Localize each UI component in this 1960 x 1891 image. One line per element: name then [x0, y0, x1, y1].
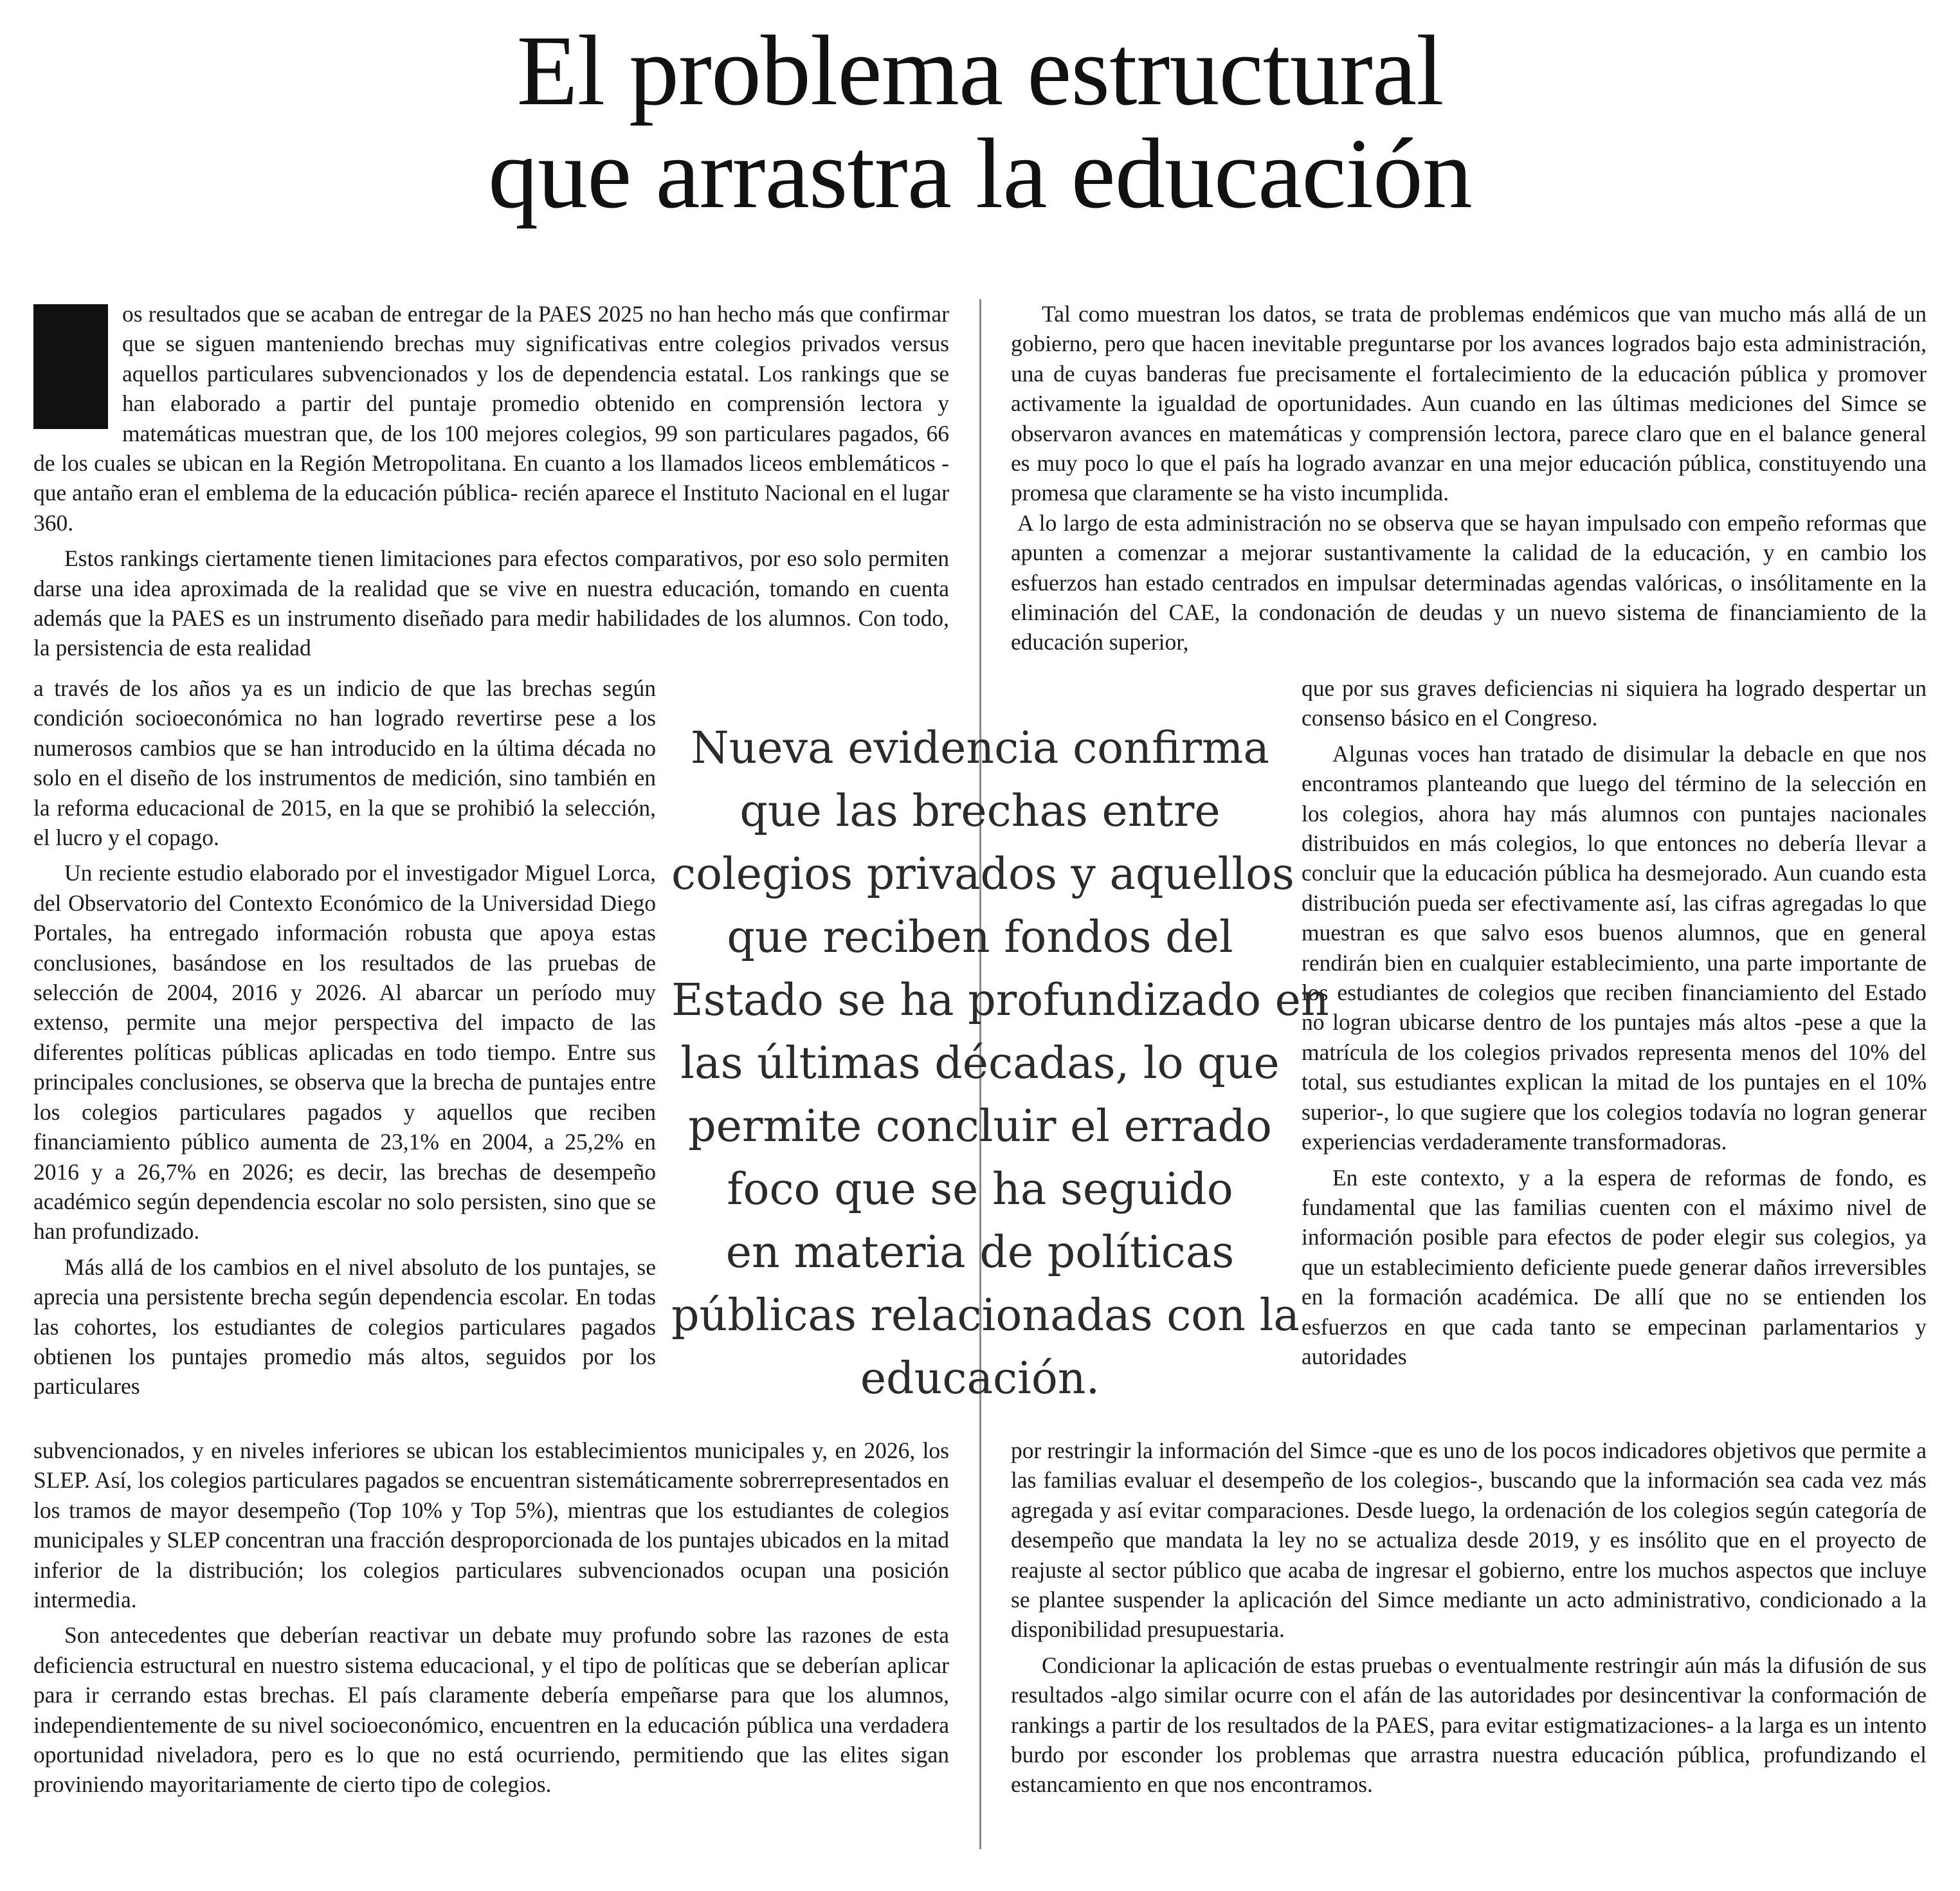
paragraph-text: os resultados que se acaban de entregar de la PAES 2025 no han hecho más que confirmar que se siguen manteniendo brechas muy significativas entre colegios privados versus aquellos particulares subvencionados y los de dependencia estatal. Los rankings que se han elaborado a partir del puntaje promedio obtenido en comprensión lectora y matemáticas muestran que, de los 100 mejores colegios, 99 son particulares pagados, 66 de los cuales se ubican en la Región Metropolitana. En cuanto a los llamados liceos emblemáticos -que antaño eran el emblema de la educación pública- recién aparece el Instituto Nacional en el lugar 360. [33, 301, 949, 536]
body-paragraph: que por sus graves deficiencias ni siquiera ha logrado despertar un consenso básico en el Congreso. [1302, 675, 1927, 731]
body-paragraph: Un reciente estudio elaborado por el investigador Miguel Lorca, del Observatorio del Contexto Económico de la Universidad Diego Portales, ha entregado información robusta que apoya estas conclusiones, basándose en los resultados de las pruebas de selección de 2004, 2016 y 2026. Al abarcar un período muy extenso, permite una mejor perspectiva del impacto de las diferentes políticas públicas aplicadas en todo tiempo. Entre sus principales conclusiones, se observa que la brecha de puntajes entre los colegios particulares pagados y aquellos que reciben financiamiento público aumenta de 23,1% en 2004, a 25,2% en 2016 y a 26,7% en 2026; es decir, las brechas de desempeño académico según dependencia escolar no solo persisten, sino que se han profundizado. [33, 860, 656, 1245]
pull-quote-line: permite concluir el errado [688, 1101, 1272, 1152]
body-paragraph: Más allá de los cambios en el nivel absoluto de los puntajes, se aprecia una persistente brecha según dependencia escolar. En todas las cohortes, los estudiantes de colegios particulares pagados obtienen los puntajes promedio más altos, seguidos por los particulares [33, 1254, 656, 1400]
body-paragraph: Algunas voces han tratado de disimular la debacle en que nos encontramos planteando que luego del término de la selección en los colegios, ahora hay más alumnos con puntajes nacionales distribuidos en más colegios, lo que entonces no debería llevar a concluir que la educación pública ha desmejorado. Aun cuando esta distribución pueda ser efectivamente así, las cifras agregadas lo que muestran es que salvo esos buenos alumnos, que en general rendirán bien en cualquier establecimiento, una parte importante de los estudiantes de colegios que reciben financiamiento del Estado no logran ubicarse dentro de los puntajes más altos -pese a que la matrícula de los colegios privados representa menos del 10% del total, sus estudiantes explican la mitad de los puntajes en el 10% superior-, lo que sugiere que los colegios todavía no logran generar experiencias verdaderamente transformadoras. [1302, 740, 1927, 1155]
pull-quote-line: educación. [860, 1353, 1100, 1404]
pull-quote-line: Estado se ha profundizado en [671, 975, 1329, 1026]
body-paragraph: A lo largo de esta administración no se observa que se hayan impulsado con empeño reformas que apunten a comenzar a mejorar sustantivamente la calidad de la educación, y en cambio los esfuerzos han estado centrados en impulsar determinadas agendas valóricas, o insólitamente en la eliminación del CAE, la condonación de deudas y un nuevo sistema de financiamiento de la educación superior, [1011, 509, 1927, 655]
pull-quote-line: las últimas décadas, lo que [680, 1038, 1280, 1089]
pull-quote-line: públicas relacionadas con la [671, 1290, 1300, 1341]
left-column-bottom [33, 1436, 949, 1800]
body-paragraph: Tal como muestran los datos, se trata de problemas endémicos que van mucho más allá de un gobierno, pero que hacen inevitable preguntarse por los avances logrados bajo esta administración, una de cuyas banderas fue precisamente el fortalecimiento de la educación pública y promover activamente la igualdad de oportunidades. Aun cuando en las últimas mediciones del Simce se observaron avances en matemáticas y comprensión lectora, parece claro que en el balance general es muy poco lo que el país ha logrado avanzar en una mejor educación pública, constituyendo una promesa que claramente se ha visto incumplida. [1011, 301, 1927, 506]
right-column-bottom [1011, 1436, 1927, 1800]
pull-quote-line: colegios privados y aquellos [671, 849, 1294, 900]
drop-cap-letter-l [33, 304, 108, 429]
pull-quote-line: en materia de políticas [725, 1227, 1235, 1278]
pull-quote-line: Nueva evidencia confirma [691, 723, 1269, 774]
body-paragraph [33, 299, 949, 538]
body-paragraph: Estos rankings ciertamente tienen limitaciones para efectos comparativos, por eso solo permiten darse una idea aproximada de la realidad que se vive en nuestra educación, tomando en cuenta además que la PAES es un instrumento diseñado para medir habilidades de los alumnos. Con todo, la persistencia de esta realidad [33, 545, 949, 661]
body-paragraph: Son antecedentes que deberían reactivar un debate muy profundo sobre las razones de esta deficiencia estructural en nuestro sistema educacional, y el tipo de políticas que se deberían aplicar para ir cerrando estas brechas. El país claramente debería empeñarse para que los alumnos, independientemente de su nivel socioeconómico, encuentren en la educación pública una verdadera oportunidad niveladora, pero es lo que no está ocurriendo, permitiendo que las elites sigan proviniendo mayoritariamente de cierto tipo de colegios. [33, 1622, 949, 1798]
body-paragraph: Condicionar la aplicación de estas pruebas o eventualmente restringir aún más la difusión de sus resultados -algo similar ocurre con el afán de las autoridades por desincentivar la conformación de rankings a partir de los resultados de la PAES, para evitar estigmatizaciones- a la larga es un intento burdo por esconder los problemas que arrastra nuestra educación pública, profundizando el estancamiento en que nos encontramos. [1011, 1652, 1927, 1798]
headline-line-2: que arrastra la educación [488, 118, 1472, 229]
pull-quote-line: foco que se ha seguido [727, 1164, 1233, 1215]
left-column-top [33, 299, 949, 663]
pull-quote [671, 717, 1329, 1411]
body-paragraph: por restringir la información del Simce -que es uno de los pocos indicadores objetivos que permite a las familias evaluar el desempeño de los colegios-, buscando que la información sea cada vez más agregada y así evitar comparaciones. Desde luego, la ordenación de los colegios según categoría de desempeño que mandata la ley no se actualiza desde 2019, y es insólito que en el proyecto de reajuste al sector público que acaba de ingresar el gobierno, entre los muchos aspectos que incluye se plantee suspender la aplicación del Simce mediante un acto administrativo, condicionado a la disponibilidad presupuestaria. [1011, 1438, 1927, 1643]
pull-quote-line: que reciben fondos del [727, 912, 1233, 963]
right-column-top [1011, 299, 1927, 657]
left-column-middle [33, 673, 656, 1402]
article-headline [0, 15, 1960, 229]
body-paragraph: En este contexto, y a la espera de reformas de fondo, es fundamental que las familias cuenten con el máximo nivel de información posible para efectos de poder elegir sus colegios, ya que un establecimiento deficiente puede generar daños irreversibles en la formación académica. De allí que no se entienden los esfuerzos en que cada tanto se empecinan parlamentarios y autoridades [1302, 1164, 1927, 1369]
body-paragraph: subvencionados, y en niveles inferiores se ubican los establecimientos municipales y, en 2026, los SLEP. Así, los colegios particulares pagados se encuentran sistemáticamente sobrerrepresentados en los tramos de mayor desempeño (Top 10% y Top 5%), mientras que los estudiantes de colegios municipales y SLEP concentran una fracción desproporcionada de los puntajes ubicados en la mitad inferior de la distribución; los colegios particulares subvencionados ocupan una posición intermedia. [33, 1438, 949, 1613]
headline-line-1: El problema estructural [516, 15, 1444, 126]
right-column-middle [1302, 673, 1927, 1371]
pull-quote-line: que las brechas entre [740, 786, 1220, 837]
body-paragraph: a través de los años ya es un indicio de que las brechas según condición socioeconómica no han logrado revertirse pese a los numerosos cambios que se han introducido en la última década no solo en el diseño de los instrumentos de medición, sino también en la reforma educacional de 2015, en la que se prohibió la selección, el lucro y el copago. [33, 675, 656, 851]
